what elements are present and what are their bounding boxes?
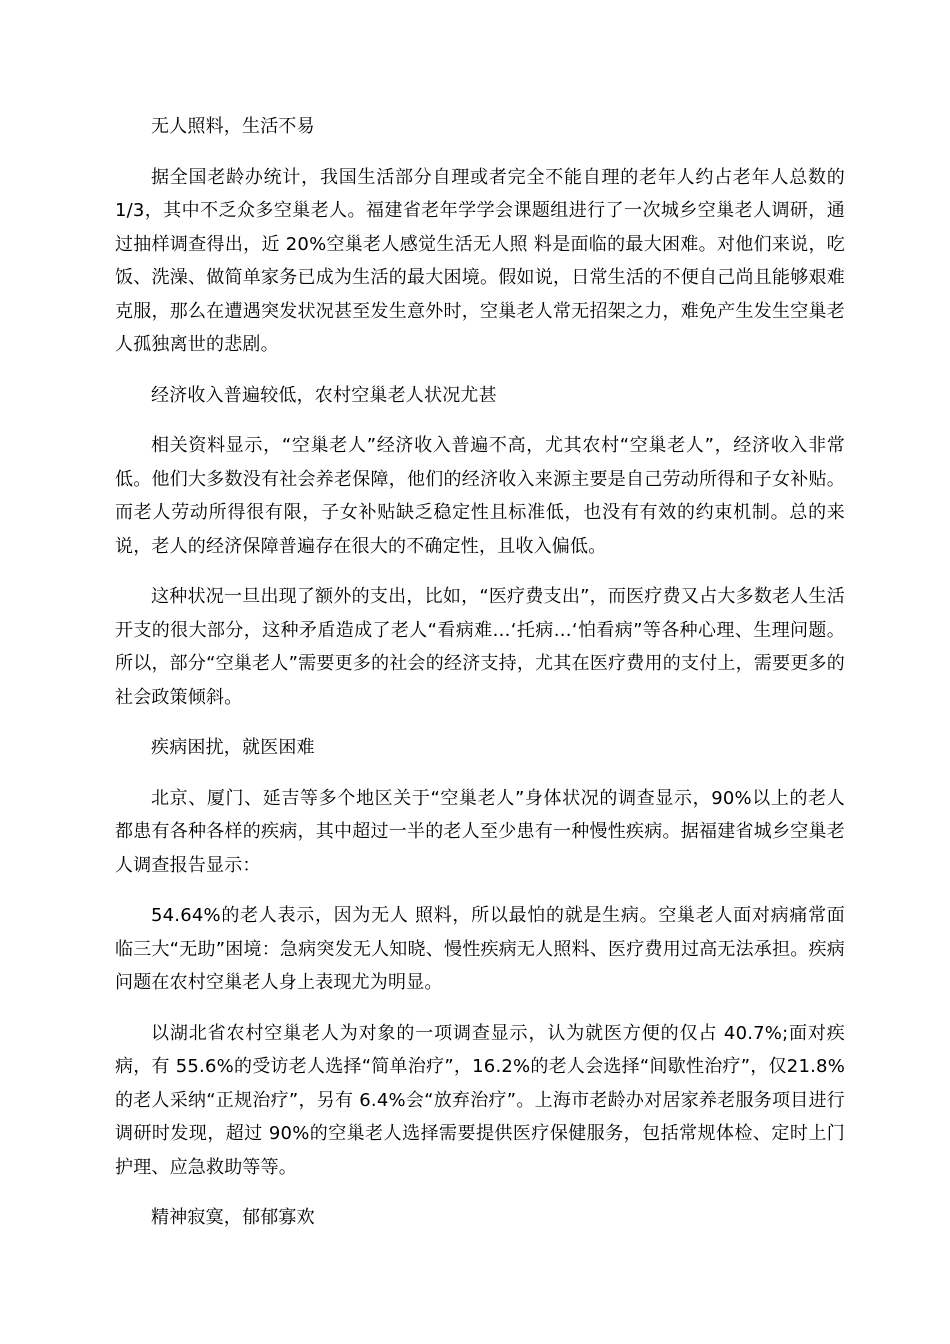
section-heading: 无人照料，生活不易 [151, 116, 315, 137]
section-heading: 经济收入普遍较低，农村空巢老人状况尤甚 [151, 384, 497, 406]
section-heading: 精神寂寞，郁郁寡欢 [151, 1207, 315, 1228]
paragraph: 这种状况一旦出现了额外的支出，比如，“医疗费支出”，而医疗费又占大多数老人生活开支的很大部分，这种矛盾造成了老人“看病难…‘托病…‘怕看病”等各种心理、生理问题。所以，部分“空巢老人”需要更多的社会的经济支持，尤其在医疗费用的支付上，需要更多的社会政策倾斜。 [115, 586, 845, 708]
paragraph: 据全国老龄办统计，我国生活部分自理或者完全不能自理的老年人约占老年人总数的 1/3，其中不乏众多空巢老人。福建省老年学学会课题组进行了一次城乡空巢老人调研，通过抽样调查得出，近 20%空巢老人感觉生活无人照 料是面临的最大困难。对他们来说，吃饭、洗澡、做简单家务已成为生活的最大困境。假如说，日常生活的不便自己尚且能够艰难克服，那么在遭遇突发状况甚至发生意外时，空巢老人常无招架之力，难免产生发生空巢老人孤独离世的悲剧。 [115, 166, 845, 355]
section-heading: 疾病困扰，就医困难 [151, 737, 315, 758]
paragraph: 以湖北省农村空巢老人为对象的一项调查显示，认为就医方便的仅占 40.7%;面对疾病，有 55.6%的受访老人选择“简单治疗”，16.2%的老人会选择“间歇性治疗”，仅21.8%的老人采纳“正规治疗”，另有 6.4%会“放弃治疗”。上海市老龄办对居家养老服务项目进行调研时发现，超过 90%的空巢老人选择需要提供医疗保健服务，包括常规体检、定时上门护理、应急救助等等。 [115, 1022, 845, 1178]
paragraph: 54.64%的老人表示，因为无人 照料，所以最怕的就是生病。空巢老人面对病痛常面临三大“无助”困境：急病突发无人知晓、慢性疾病无人照料、医疗费用过高无法承担。疾病问题在农村空巢老人身上表现尤为明显。 [115, 905, 845, 993]
document-body [115, 110, 845, 1252]
paragraph: 相关资料显示，“空巢老人”经济收入普遍不高，尤其农村“空巢老人”，经济收入非常低。他们大多数没有社会养老保障，他们的经济收入来源主要是自己劳动所得和子女补贴。而老人劳动所得很有限，子女补贴缺乏稳定性且标准低，也没有有效的约束机制。总的来说，老人的经济保障普遍存在很大的不确定性，且收入偏低。 [115, 435, 845, 557]
paragraph: 北京、厦门、延吉等多个地区关于“空巢老人”身体状况的调查显示，90%以上的老人都患有各种各样的疾病，其中超过一半的老人至少患有一种慢性疾病。据福建省城乡空巢老人调查报告显示： [115, 787, 845, 876]
